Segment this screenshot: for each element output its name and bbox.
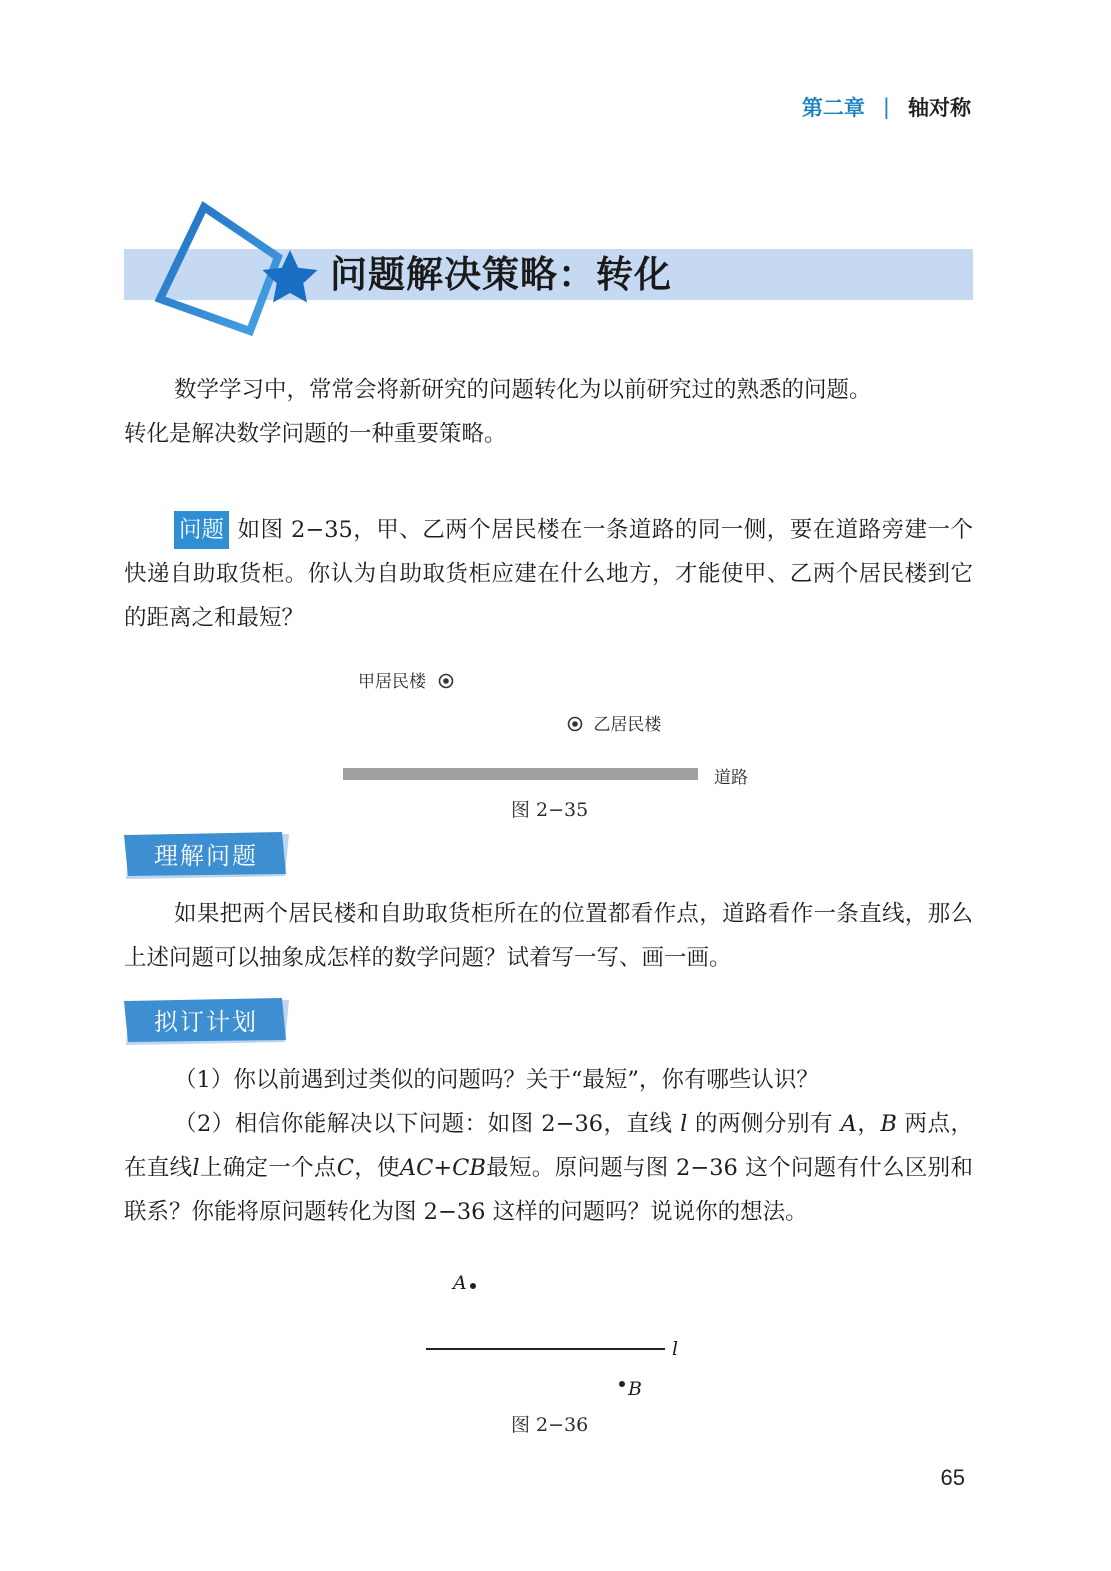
chapter-label: 第二章 xyxy=(801,96,865,120)
banner-decoration xyxy=(150,195,320,345)
header-separator: | xyxy=(882,95,890,119)
building-a xyxy=(358,667,455,692)
topic-label: 轴对称 xyxy=(908,96,971,120)
line-l-label: l xyxy=(672,1338,679,1360)
running-header xyxy=(802,92,971,122)
building-b xyxy=(566,710,661,735)
plan-paragraph xyxy=(124,1058,973,1234)
line-l xyxy=(426,1348,665,1350)
point-a-label: A xyxy=(453,1272,467,1294)
plan-question-1: （1）你以前遇到过类似的问题吗？关于“最短”，你有哪些认识？ xyxy=(174,1067,819,1093)
understand-tag xyxy=(124,834,289,882)
figure-2-35-caption: 图 2−35 xyxy=(511,799,589,821)
page-number: 65 xyxy=(940,1465,965,1490)
figure-2-36-caption: 图 2−36 xyxy=(511,1414,589,1436)
plan-tag-label: 拟订计划 xyxy=(154,1008,258,1036)
road-label: 道路 xyxy=(714,768,748,788)
point-a-dot xyxy=(470,1283,476,1289)
star-icon xyxy=(262,250,317,303)
building-a-label: 甲居民楼 xyxy=(358,672,426,692)
road-bar xyxy=(343,768,698,780)
tilted-square-icon xyxy=(160,207,278,331)
building-b-marker-icon xyxy=(566,715,584,733)
building-a-marker-icon xyxy=(437,672,455,690)
building-b-label: 乙居民楼 xyxy=(593,715,662,735)
understand-paragraph: 如果把两个居民楼和自助取货柜所在的位置都看作点，道路看作一条直线，那么上述问题可以抽象成怎样的数学问题？试着写一写、画一画。 xyxy=(124,901,973,971)
intro-paragraph xyxy=(124,368,973,456)
intro-line-1: 数学学习中，常常会将新研究的问题转化为以前研究过的熟悉的问题。 xyxy=(174,377,872,403)
point-b-dot xyxy=(619,1381,625,1387)
plan-tag xyxy=(124,1000,289,1048)
understand-tag-label: 理解问题 xyxy=(154,842,258,870)
problem-text: 如图 2−35，甲、乙两个居民楼在一条道路的同一侧，要在道路旁建一个快递自助取货柜。你认为自助取货柜应建在什么地方，才能使甲、乙两个居民楼到它的距离之和最短？ xyxy=(124,517,973,631)
problem-paragraph xyxy=(124,508,973,640)
page-title: 问题解决策略：转化 xyxy=(330,253,672,296)
intro-line-2: 转化是解决数学问题的一种重要策略。 xyxy=(124,421,507,447)
problem-badge: 问题 xyxy=(174,511,229,549)
point-b-label: B xyxy=(628,1378,642,1400)
plan-question-2: （2）相信你能解决以下问题：如图 2−36，直线 l 的两侧分别有 A，B 两点，在直线l上确定一个点C，使AC+CB最短。原问题与图 2−36 这个问题有什么区别和联系？你能将原问题转化为图 2−36 这样的问题吗？说说你的想法。 xyxy=(124,1111,973,1225)
